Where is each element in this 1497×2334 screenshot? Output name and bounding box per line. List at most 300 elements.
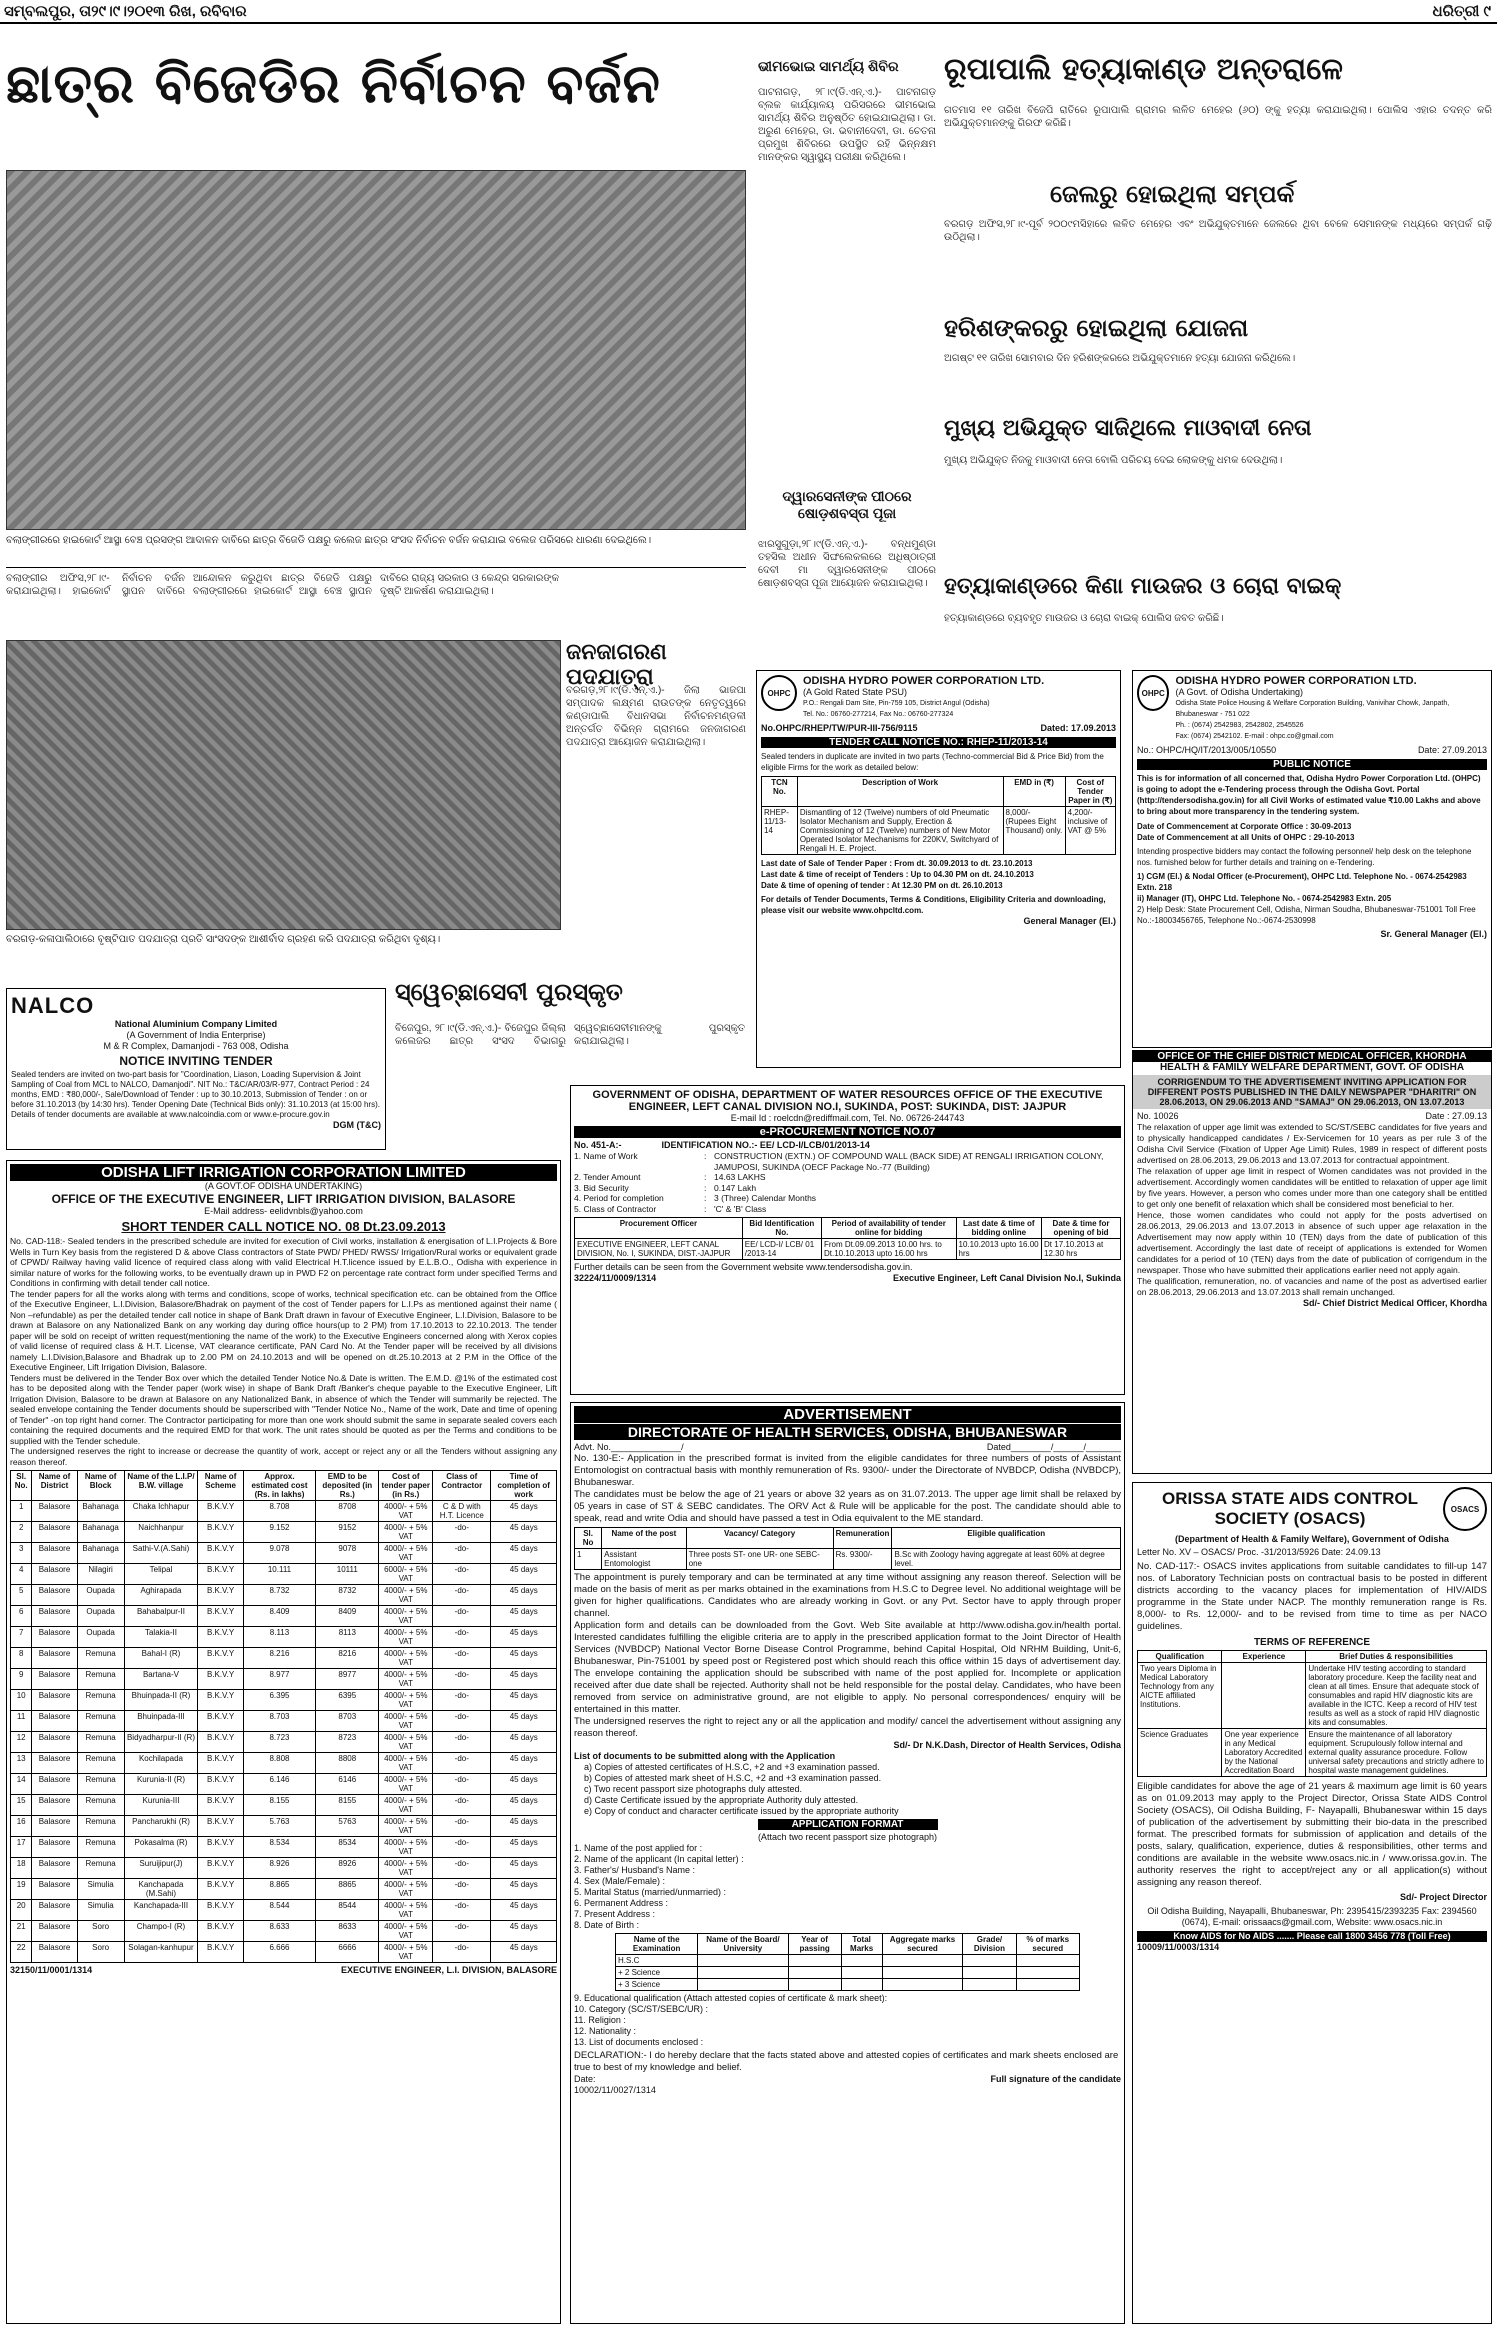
olic-ad bbox=[6, 1160, 561, 2324]
wr-item-sep: : bbox=[704, 1182, 707, 1193]
table-row bbox=[11, 1564, 557, 1585]
table-cell: 10111 bbox=[316, 1564, 379, 1585]
table-row bbox=[616, 1979, 1080, 1991]
col-header: Brief Duties & responsibilities bbox=[1306, 1651, 1487, 1663]
olic-sub: (A GOVT.OF ODISHA UNDERTAKING) bbox=[204, 1181, 363, 1191]
table-cell: B.K.V.Y bbox=[198, 1858, 243, 1879]
table-cell: B.K.V.Y bbox=[198, 1627, 243, 1648]
wr-foot: Further details can be seen from the Government website www.tendersodisha.gov.in. bbox=[574, 1262, 913, 1272]
table-cell: 8.409 bbox=[243, 1606, 315, 1627]
table-cell: 4000/- + 5% VAT bbox=[379, 1816, 433, 1837]
wr-item bbox=[574, 1204, 1121, 1215]
col-header: Total Marks bbox=[841, 1934, 882, 1955]
table-cell: 8.708 bbox=[243, 1501, 315, 1522]
bhamabhoi-headline: ଭୀମଭୋଇ ସାମର୍ଥ୍ୟ ଶିବିର bbox=[758, 58, 899, 74]
table-cell: Balasore bbox=[32, 1795, 77, 1816]
table-cell: Balasore bbox=[32, 1606, 77, 1627]
dhs-ad bbox=[570, 1402, 1125, 2324]
table-cell: Kanchapada-III bbox=[124, 1900, 198, 1921]
table-cell: Remuna bbox=[77, 1669, 124, 1690]
table-cell: 8.808 bbox=[243, 1753, 315, 1774]
col-header: Cost of Tender Paper in (₹) bbox=[1065, 777, 1115, 807]
table-row bbox=[11, 1543, 557, 1564]
wr-item-sep: : bbox=[704, 1203, 707, 1214]
janajagarana-headline: ଜନଜାଗରଣ ପଦଯାତ୍ରା bbox=[566, 640, 667, 690]
wr-code: 32224/11/0009/1314 bbox=[574, 1273, 657, 1283]
col-header: Period of availability of tender online for bidding bbox=[821, 1218, 956, 1239]
table-cell: 15 bbox=[11, 1795, 32, 1816]
wr-item bbox=[574, 1151, 1121, 1172]
table-row bbox=[11, 1921, 557, 1942]
col-header: Name of the post bbox=[602, 1528, 686, 1549]
table-cell: 45 days bbox=[491, 1900, 557, 1921]
ohpc-logo-icon: OHPC bbox=[761, 675, 797, 711]
ohpc2-title: PUBLIC NOTICE bbox=[1137, 759, 1487, 770]
table-cell: 8216 bbox=[316, 1648, 379, 1669]
table-cell: 4000/- + 5% VAT bbox=[379, 1522, 433, 1543]
wr-footline bbox=[574, 1273, 1121, 1284]
table-cell: -do- bbox=[433, 1648, 491, 1669]
table-row bbox=[616, 1955, 1080, 1967]
cdmo-dept: HEALTH & FAMILY WELFARE DEPARTMENT, GOVT. OF ODISHA bbox=[1159, 1062, 1465, 1073]
table-cell: Balasore bbox=[32, 1900, 77, 1921]
water-resources-ad bbox=[570, 1085, 1125, 1395]
table-cell: Talakia-II bbox=[124, 1627, 198, 1648]
dhs-docs-title: List of documents to be submitted along with the Application bbox=[574, 1751, 836, 1761]
table-cell: -do- bbox=[433, 1585, 491, 1606]
list-item: c) Two recent passport size photographs duly attested. bbox=[584, 1784, 802, 1794]
table-cell: 4 bbox=[11, 1564, 32, 1585]
cdmo-no: No. 10026 bbox=[1137, 1111, 1179, 1121]
table-cell: 8.723 bbox=[243, 1732, 315, 1753]
ohpc1-table bbox=[761, 776, 1116, 855]
table-cell: 9 bbox=[11, 1669, 32, 1690]
wr-email: E-mail Id : roelcdn@rediffmail.com, Tel. No. 06726-244743 bbox=[730, 1113, 965, 1123]
osacs-logo-icon: OSACS bbox=[1443, 1487, 1487, 1531]
table-cell: Pancharukhi (R) bbox=[124, 1816, 198, 1837]
table-cell: 4000/- + 5% VAT bbox=[379, 1837, 433, 1858]
wr-item-label: 3. Bid Security bbox=[574, 1182, 629, 1193]
osacs-strip: Know AIDS for No AIDS ....... Please call 1800 3456 778 (Toll Free) bbox=[1137, 1931, 1487, 1942]
osacs-table bbox=[1137, 1650, 1487, 1777]
sub3-headline: ମୁଖ୍ୟ ଅଭିଯୁକ୍ତ ସାଜିଥିଲେ ମାଓବାଦୀ ନେତା bbox=[944, 416, 1312, 441]
col-header: Description of Work bbox=[797, 777, 1003, 807]
table-cell: 6 bbox=[11, 1606, 32, 1627]
table-cell: Remuna bbox=[77, 1690, 124, 1711]
table-row bbox=[11, 1732, 557, 1753]
list-item: d) Caste Certificate issued by the appropriate Authority duly attested. bbox=[584, 1795, 859, 1805]
table-cell: Balasore bbox=[32, 1669, 77, 1690]
ohpc2-c3: 2) Help Desk: State Procurement Cell, Odisha, Nirman Soudha, Bhubaneswar-751001 Toll Free No.:-18003456765, Telephone No.:-0674-2530998 bbox=[1137, 905, 1476, 925]
col-header: Name of the Board/ University bbox=[698, 1934, 788, 1955]
table-cell: 4000/- + 5% VAT bbox=[379, 1858, 433, 1879]
osacs-foot: Eligible candidates for above the age of 21 years & maximum age limit is 60 years as on 01.09.2013 may apply to the Project Director, Orissa State AIDS Control Society (OSACS), Oil Odisha Building, F- Nayapalli, Bhubaneswar within 15 days of publication of the advertisement by submitting their bio-data in the prescribed format. The prescribed formats for submission of application and details of the posts, salary, qualification, experience, duties & responsibilities, other terms and conditions are available in the website www.osacs.nic.in / www.orissa.gov.in. The authority reserves the right to accept/reject any or all application(s) without assigning any reason thereof. bbox=[1137, 1781, 1487, 1888]
table-cell: -do- bbox=[433, 1522, 491, 1543]
table-cell: Dismantling of 12 (Twelve) numbers of old Pneumatic Isolator Mechanism and Supply, Erection & Commissioning of 12 (Twelve) numbers of New Motor Operated Isolator Mechanisms for 220KV, Switchyard of Rengali H. E. Project. bbox=[797, 807, 1003, 855]
osacs-tor: TERMS OF REFERENCE bbox=[1253, 1637, 1371, 1648]
table-cell: 16 bbox=[11, 1816, 32, 1837]
table-cell: B.K.V.Y bbox=[198, 1921, 243, 1942]
table-cell: 8 bbox=[11, 1648, 32, 1669]
olic-p2: The tender papers for all the works along with terms and conditions, scope of works, technical specification etc. can be obtained from the Office of the Executive Engineer, L.I.Division, Balasore/Bhadrak on payment of the cost of Tender papers for L.I.Ps as mentioned against their name ( Non –refundable) as per the detailed tender call notice in shape of Bank Draft drawn in favour of Executive Engineer, L.I.Division, Balasore to be drawn at Balasore on any Nationalized Bank on any working day during office hours(up to 2 PM) from 17.10.2013 to 22.10.2013. The tender paper will be sold on receipt of written request(mentioning the name of the work) to the Executive Engineers concerned along with Xerox copies of valid license of required class & H.T. License, VAT clearance certificate, PAN Card No. At the Tender paper will be received by all divisions namely L.I.Division,Balasore and Bhadrak up to 2.00 PM on 24.10.2013 and will be opened on dt.25.10.2013 at 2 P.M in the Office of the Executive Engineer, Lift Irrigation Division, Balasore. bbox=[10, 1288, 557, 1372]
table-cell: B.K.V.Y bbox=[198, 1816, 243, 1837]
table-cell: 8723 bbox=[316, 1732, 379, 1753]
table-cell: 6666 bbox=[316, 1942, 379, 1963]
table-cell: 1 bbox=[11, 1501, 32, 1522]
dharasen-headline: ଦ୍ୱାରସେନୀଙ୍କ ପୀଠରେ ଷୋଡ଼ଶବସ୍ତା ପୂଜା bbox=[782, 488, 912, 521]
col-header: Name of District bbox=[32, 1471, 77, 1501]
table-cell: 8409 bbox=[316, 1606, 379, 1627]
table-cell: Ensure the maintenance of all laboratory equipment. Scrupulously follow internal and external quality assurance procedure. Follow universal safety precautions and strictly adhere to hospital waste management guidelines. bbox=[1306, 1729, 1487, 1777]
table-cell: 8.216 bbox=[243, 1648, 315, 1669]
table-cell: B.K.V.Y bbox=[198, 1837, 243, 1858]
table-cell: 4000/- + 5% VAT bbox=[379, 1543, 433, 1564]
ohpc2-date: Date: 27.09.2013 bbox=[1417, 745, 1487, 755]
table-row bbox=[11, 1837, 557, 1858]
table-cell: Soro bbox=[77, 1921, 124, 1942]
table-cell: -do- bbox=[433, 1795, 491, 1816]
col-header: Approx. estimated cost (Rs. in lakhs) bbox=[243, 1471, 315, 1501]
dhs-p5: The undersigned reserves the right to reject any or all the application and modify/ cancel the advertisement without assigning any reason thereof. bbox=[574, 1716, 1121, 1739]
col-header: Name of the L.I.P/ B.W. village bbox=[124, 1471, 198, 1501]
col-header: EMD to be deposited (in Rs.) bbox=[316, 1471, 379, 1501]
nalco-sign: DGM (T&C) bbox=[333, 1120, 381, 1130]
table-cell: B.K.V.Y bbox=[198, 1522, 243, 1543]
ohpc2-body: This is for information of all concerned that, Odisha Hydro Power Corporation Ltd. (OHPC) is going to adopt the e-Tendering process through the Odisha Govt. Portal (http://tendersodisha.gov.in) for all Civil Works of estimated value ₹10.00 Lakhs and above to bring about more transparency in the tendering system. bbox=[1137, 774, 1481, 816]
table-cell: 45 days bbox=[491, 1858, 557, 1879]
cdmo-p2: The relaxation of upper age limit in respect of Women candidates was not provided in the advertisement. Accordingly women candidates will be entitled to relaxation of upper age limit by five years. However, a person who comes under more than one category shall be entitled to get only one benefit of relaxation which shall be considered most beneficial to her. bbox=[1137, 1166, 1487, 1209]
table-cell: Bahanaga bbox=[77, 1522, 124, 1543]
table-cell: 45 days bbox=[491, 1921, 557, 1942]
table-cell: 8.113 bbox=[243, 1627, 315, 1648]
table-cell: Balasore bbox=[32, 1543, 77, 1564]
table-cell: Bartana-V bbox=[124, 1669, 198, 1690]
col-header: Aggregate marks secured bbox=[882, 1934, 963, 1955]
ohpc1-ref: No.OHPC/RHEP/TW/PUR-III-756/9115 bbox=[761, 723, 918, 733]
olic-p3: Tenders must be delivered in the Tender Box over which the detailed Tender Notice No.& Date is written. The E.M.D. @1% of the estimated cost has to be deposited along with the Tender paper (work wise) in shape of Bank Draft /Banker's cheque payable to the Executive Engineer, Lift Irrigation Division, Balasore to be drawn at Balasore on any Nationalized Bank, in absence of which the Tender will summarily be rejected. The sealed envelope containing the Tender documents should be superscribed with "Tender Notice No., Name of the work, Date and time of opening of Tender" -on top right hand corner. The Contractor participating for more than one work should submit the same in separate sealed covers each containing the required documents and the required EMD for that work. The unit rates should be quoted as per the Terms and conditions to be supplied with the Tender schedule. bbox=[10, 1372, 557, 1446]
table-cell: 45 days bbox=[491, 1837, 557, 1858]
form-field: 12. Nationality : bbox=[574, 2026, 637, 2036]
ohpc1-dated: Dated: 17.09.2013 bbox=[1040, 723, 1116, 733]
table-cell: Balasore bbox=[32, 1774, 77, 1795]
wr-item-value: CONSTRUCTION (EXTN.) OF COMPOUND WALL (BACK SIDE) AT RENGALI IRRIGATION COLONY, JAMUPOSI, SUKINDA (OECF Package No.-77 (Building) bbox=[714, 1151, 1104, 1172]
dhs-fields2 bbox=[574, 1993, 1121, 2048]
table-cell: 45 days bbox=[491, 1690, 557, 1711]
ohpc2-fax: Fax: (0674) 2542102. E-mail : ohpc.co@gmail.com bbox=[1175, 733, 1334, 740]
dhs-ad-label: ADVERTISEMENT bbox=[574, 1406, 1121, 1423]
ohpc-tender-ad bbox=[756, 670, 1121, 1068]
table-cell: Balasore bbox=[32, 1879, 77, 1900]
table-cell: 11 bbox=[11, 1711, 32, 1732]
table-cell: 22 bbox=[11, 1942, 32, 1963]
table-cell bbox=[882, 1979, 963, 1991]
table-cell: C & D with H.T. Licence bbox=[433, 1501, 491, 1522]
table-cell: Balasore bbox=[32, 1711, 77, 1732]
table-cell: EXECUTIVE ENGINEER, LEFT CANAL DIVISION, No. I, SUKINDA, DIST.-JAJPUR bbox=[575, 1239, 743, 1260]
form-field: 5. Marital Status (married/unmarried) : bbox=[574, 1887, 727, 1897]
table-cell: Balasore bbox=[32, 1690, 77, 1711]
table-cell: Bahanaga bbox=[77, 1501, 124, 1522]
form-field: 7. Present Address : bbox=[574, 1909, 656, 1919]
table-cell: 4000/- + 5% VAT bbox=[379, 1795, 433, 1816]
dhs-full-sig: Full signature of the candidate bbox=[990, 2074, 1121, 2084]
dhs-advt: Advt. No.______________/ bbox=[574, 1442, 684, 1452]
table-cell: Balasore bbox=[32, 1648, 77, 1669]
table-cell: 12 bbox=[11, 1732, 32, 1753]
table-cell: Soro bbox=[77, 1942, 124, 1963]
dhs-dated: Dated________/______/_______ bbox=[986, 1442, 1121, 1452]
table-cell: Aghirapada bbox=[124, 1585, 198, 1606]
col-header: Time of completion of work bbox=[491, 1471, 557, 1501]
wr-item-label: 2. Tender Amount bbox=[574, 1172, 641, 1182]
table-row bbox=[11, 1585, 557, 1606]
col-header: Class of Contractor bbox=[433, 1471, 491, 1501]
table-row bbox=[11, 1606, 557, 1627]
ohpc1-refline bbox=[761, 723, 1116, 734]
dhs-advtline bbox=[574, 1442, 1121, 1453]
table-cell: B.K.V.Y bbox=[198, 1879, 243, 1900]
table-cell: Balasore bbox=[32, 1732, 77, 1753]
table-cell: H.S.C bbox=[616, 1955, 698, 1967]
table-cell: Bidyadharpur-II (R) bbox=[124, 1732, 198, 1753]
wr-title: GOVERNMENT OF ODISHA, DEPARTMENT OF WATER RESOURCES OFFICE OF THE EXECUTIVE ENGINEER, LEFT CANAL DIVISION NO.I, SUKINDA, POST: SUKINDA, DIST: JAJPUR bbox=[592, 1089, 1103, 1113]
table-row bbox=[11, 1669, 557, 1690]
table-cell: B.K.V.Y bbox=[198, 1690, 243, 1711]
table-cell: Remuna bbox=[77, 1711, 124, 1732]
table-cell: RHEP-11/13-14 bbox=[762, 807, 798, 855]
wr-bid: No. 451-A:- bbox=[574, 1140, 622, 1150]
form-field: 11. Religion : bbox=[574, 2015, 626, 2025]
table-cell bbox=[1016, 1967, 1079, 1979]
table-cell: 8.732 bbox=[243, 1585, 315, 1606]
ohpc-logo-icon: OHPC bbox=[1137, 675, 1169, 711]
table-cell: -do- bbox=[433, 1858, 491, 1879]
table-cell bbox=[698, 1967, 788, 1979]
form-field: 2. Name of the applicant (In capital letter) : bbox=[574, 1854, 744, 1864]
table-cell: -do- bbox=[433, 1732, 491, 1753]
cdmo-p1: The relaxation of upper age limit was extended to SC/ST/SEBC candidates for five years and to physically handicapped candidates / Ex-Servicemen for 10 years as per rule 3 of the Odisha Civil Service (Fixation of Upper Age Limit) Rules, 1989 in respect of different posts advertised on 28.06.2013, 29.06.2013 and 13.07.2013 for contractual appointment. bbox=[1137, 1122, 1487, 1165]
col-header: Name of Scheme bbox=[198, 1471, 243, 1501]
story1-body: ବଲାଙ୍ଗୀର ଅଫିସ,୨୮।୯- ନିର୍ବାଚନ ବର୍ଜନ କରାଯାଇଥିଲା। ହାଇକୋର୍ଟ ସ୍ଥାପନ ଦାବିରେ ଆନ୍ଦୋଳନ କରୁଥିବା ଛାତ୍ର ବିଜେଡି ପକ୍ଷରୁ ବଲାଙ୍ଗୀରରେ ହାଇକୋର୍ଟ ଆସ୍ଥା ବେଞ୍ଚ ସ୍ଥାପନ ଦାବିରେ ରାଜ୍ୟ ସରକାର ଓ କେନ୍ଦ୍ର ସରକାରଙ୍କ ଦୃଷ୍ଟି ଆକର୍ଷଣ କରାଯାଇଥିଲା। bbox=[6, 573, 559, 597]
ohpc2-c1: 1) CGM (El.) & Nodal Officer (e-Procurement), OHPC Ltd. Telephone No. - 0674-2542983 Extn. 218 bbox=[1137, 872, 1467, 892]
table-cell: 13 bbox=[11, 1753, 32, 1774]
table-cell: Kurunia-III bbox=[124, 1795, 198, 1816]
cdmo-date: Date : 27.09.13 bbox=[1425, 1111, 1487, 1121]
dhs-docs bbox=[574, 1762, 1121, 1817]
table-cell bbox=[882, 1955, 963, 1967]
dhs-form-title: APPLICATION FORMAT bbox=[758, 1819, 938, 1830]
col-header: Qualification bbox=[1138, 1651, 1222, 1663]
table-cell: 4000/- + 5% VAT bbox=[379, 1627, 433, 1648]
ohpc1-date2: Last date & time of receipt of Tenders : Up to 04.30 PM on dt. 24.10.2013 bbox=[761, 870, 1034, 879]
sub1-body: ବରଗଡ଼ ଅଫିସ,୨୮।୯-ପୂର୍ବ ୨୦୦୯ମସିହାରେ ଲଳିତ ମେହେର ଏବଂ ଅଭିଯୁକ୍ତମାନେ ଜେଲରେ ଥିବା ବେଳେ ସେମାନଙ୍କ ମଧ୍ୟରେ ସମ୍ପର୍କ ଗଢ଼ି ଉଠିଥିଲା। bbox=[944, 219, 1492, 243]
ohpc1-date1: Last date of Sale of Tender Paper : From dt. 30.09.2013 to dt. 23.10.2013 bbox=[761, 859, 1033, 868]
table-cell: 45 days bbox=[491, 1648, 557, 1669]
table-cell: -do- bbox=[433, 1837, 491, 1858]
table-cell: 4000/- + 5% VAT bbox=[379, 1711, 433, 1732]
janajagarana-body: ବରଗଡ଼,୨୮।୯(ଡି.ଏନ୍.ଏ.)- ଜିଲା ଭାଜପା ସମ୍ପାଦକ ଲକ୍ଷ୍ମଣ ରାଉତଙ୍କ ନେତୃତ୍ୱରେ କଣ୍ଡାପାଲି ବିଧାନସଭା ନିର୍ବାଚନମଣ୍ଡଳୀ ଅନ୍ତର୍ଗତ ବିଭିନ୍ନ ଗ୍ରାମରେ ଜନଜାଗରଣ ପଦଯାତ୍ରା ଆୟୋଜନ କରାଯାଇଥିଲା। bbox=[566, 685, 746, 748]
rupapali-body: ଗତମାସ ୧୧ ତାରିଖ ବିଜେପି ରାତିରେ ରୂପାପାଲି ଗ୍ରାମର ଲଳିତ ମେହେର (୬୦) ଙ୍କୁ ହତ୍ୟା କରାଯାଇଥିଲା। ପୋଲିସ ଏହାର ତଦନ୍ତ କରି ଅଭିଯୁକ୍ତମାନଙ୍କୁ ଗିରଫ କରିଛି। bbox=[944, 105, 1492, 129]
table-cell: Bhuinpada-III bbox=[124, 1711, 198, 1732]
table-cell: Balasore bbox=[32, 1816, 77, 1837]
osacs-head bbox=[1137, 1487, 1487, 1531]
table-cell bbox=[841, 1955, 882, 1967]
nalco-brand: NALCO bbox=[11, 993, 95, 1018]
table-cell: 9078 bbox=[316, 1543, 379, 1564]
dhs-table bbox=[574, 1527, 1121, 1570]
olic-p1: No. CAD-118:- Sealed tenders in the prescribed schedule are invited for execution of Civil works, installation & energisation of L.I.Projects & Bore Wells in Turn Key basis from the registered D & above Class contractors of State PWD/ PHED/ RWSS/ Irrigation/Rural works or equivalent grade of CPWD/ Railway having valid licence of required class along with valid Electrical H.T.licence issued by E.L.B.O., Odisha with experience in similar nature of works for the following works, to be eventually drawn up in PWD F2 on percentage rate contract form under specified Terms and Conditions in confirming with detail tender call notice. bbox=[10, 1236, 557, 1288]
ohpc2-refline bbox=[1137, 745, 1487, 756]
ohpc2-d1: Date of Commencement at Corporate Office : 30-09-2013 bbox=[1137, 822, 1352, 831]
olic-sign: EXECUTIVE ENGINEER, L.I. DIVISION, BALASORE bbox=[340, 1965, 557, 1975]
photo1-caption: ବଲାଙ୍ଗୀରରେ ହାଇକୋର୍ଟ ଆସ୍ଥା ବେଞ୍ଚ ପ୍ରସଙ୍ଗ ଆଦାଳନ ଦାବିରେ ଛାତ୍ର ବିଜେଡି ପକ୍ଷରୁ କଲେଜ ଛାତ୍ର ସଂସଦ ନିର୍ବାଚନ ବର୍ଜନ କରାଯାଇ ବଲେଜ ପରିସରେ ଧାରଣା ଦେଇଥିଲେ। bbox=[6, 535, 652, 546]
ohpc1-date3: Date & time of opening of tender : At 12.30 PM on dt. 26.10.2013 bbox=[761, 881, 1003, 890]
table-cell: 8,000/- (Rupees Eight Thousand) only. bbox=[1003, 807, 1065, 855]
table-cell: Balasore bbox=[32, 1837, 77, 1858]
sub2-body: ଅଗଷ୍ଟ ୧୧ ତାରିଖ ସୋମବାର ଦିନ ହରିଶଙ୍କରରେ ଅଭିଯୁକ୍ତମାନେ ହତ୍ୟା ଯୋଜନା କରିଥିଲେ। bbox=[944, 353, 1296, 364]
table-cell: 9152 bbox=[316, 1522, 379, 1543]
cdmo-corrigendum bbox=[1132, 1050, 1492, 1474]
table-cell: -do- bbox=[433, 1879, 491, 1900]
table-cell: 45 days bbox=[491, 1732, 557, 1753]
osacs-ad bbox=[1132, 1482, 1492, 2324]
table-row bbox=[11, 1900, 557, 1921]
dateline: ସମ୍ବଲପୁର, ତା୨୯।୯।୨୦୧୩ ରିଖ, ରବିବାର bbox=[4, 3, 247, 20]
table-row bbox=[616, 1967, 1080, 1979]
table-cell: Remuna bbox=[77, 1774, 124, 1795]
table-cell: 45 days bbox=[491, 1879, 557, 1900]
table-cell: 4000/- + 5% VAT bbox=[379, 1648, 433, 1669]
ohpc2-head bbox=[1137, 675, 1487, 742]
col-header: Procurement Officer bbox=[575, 1218, 743, 1239]
table-cell bbox=[882, 1967, 963, 1979]
table-cell: B.Sc with Zoology having aggregate at least 60% at degree level. bbox=[892, 1549, 1121, 1570]
table-cell bbox=[963, 1979, 1016, 1991]
table-cell: Remuna bbox=[77, 1858, 124, 1879]
form-field: 3. Father's/ Husband's Name : bbox=[574, 1865, 695, 1875]
wr-notice: e-PROCUREMENT NOTICE NO.07 bbox=[574, 1126, 1121, 1138]
table-cell: Balasore bbox=[32, 1522, 77, 1543]
wr-sign: Executive Engineer, Left Canal Division No.I, Sukinda bbox=[892, 1273, 1121, 1283]
table-cell: 45 days bbox=[491, 1669, 557, 1690]
form-field: 13. List of documents enclosed : bbox=[574, 2037, 704, 2047]
table-cell: 8155 bbox=[316, 1795, 379, 1816]
wr-item-sep: : bbox=[704, 1193, 707, 1203]
table-cell: 18 bbox=[11, 1858, 32, 1879]
table-cell: Champo-I (R) bbox=[124, 1921, 198, 1942]
table-cell: 45 days bbox=[491, 1501, 557, 1522]
olic-p4: The undersigned reserves the right to increase or decrease the quantity of work, accept or reject any or all the Tenders without assigning any reason thereof. bbox=[10, 1446, 557, 1467]
table-cell: 45 days bbox=[491, 1795, 557, 1816]
table-cell bbox=[788, 1955, 841, 1967]
table-cell: B.K.V.Y bbox=[198, 1732, 243, 1753]
table-cell bbox=[841, 1979, 882, 1991]
nalco-sub: (A Government of India Enterprise) bbox=[126, 1030, 266, 1040]
list-item: b) Copies of attested mark sheet of H.S.C, +2 and +3 examination passed. bbox=[584, 1773, 882, 1783]
table-row bbox=[11, 1648, 557, 1669]
col-header: Date & time for opening of bid bbox=[1042, 1218, 1121, 1239]
olic-name: ODISHA LIFT IRRIGATION CORPORATION LIMITED bbox=[10, 1164, 557, 1181]
osacs-sign: Sd/- Project Director bbox=[1399, 1892, 1487, 1902]
ohpc2-d3: Intending prospective bidders may contact the following personnel/ help desk on the telephone nos. furnished below for further details and training on e-Tendering. bbox=[1137, 847, 1472, 867]
form-field: 1. Name of the post applied for : bbox=[574, 1843, 703, 1853]
cdmo-sign: Sd/- Chief District Medical Officer, Khordha bbox=[1302, 1298, 1487, 1308]
table-cell: B.K.V.Y bbox=[198, 1501, 243, 1522]
table-cell: Nilagiri bbox=[77, 1564, 124, 1585]
table-row bbox=[11, 1711, 557, 1732]
col-header: Last date & time of bidding online bbox=[956, 1218, 1041, 1239]
table-cell: B.K.V.Y bbox=[198, 1774, 243, 1795]
ohpc1-intro: Sealed tenders in duplicate are invited in two parts (Techno-commercial Bid & Price Bid) from the eligible Firms for the work as detailed below: bbox=[761, 752, 1104, 772]
col-header: Remuneration bbox=[833, 1528, 892, 1549]
wr-item-label: 4. Period for completion bbox=[574, 1193, 664, 1203]
ohpc2-c2: ii) Manager (IT), OHPC Ltd. Telephone No. - 0674-2542983 Extn. 205 bbox=[1137, 894, 1392, 903]
ohpc1-foot: For details of Tender Documents, Terms & Conditions, Eligibility Criteria and downloading, please visit our website www.ohpcltd.com. bbox=[761, 895, 1106, 915]
form-field: 10. Category (SC/ST/SEBC/UR) : bbox=[574, 2004, 709, 2014]
wr-item-sep: : bbox=[704, 1172, 707, 1182]
table-cell: 4000/- + 5% VAT bbox=[379, 1669, 433, 1690]
table-cell: 20 bbox=[11, 1900, 32, 1921]
table-cell: 8.977 bbox=[243, 1669, 315, 1690]
ohpc1-name: ODISHA HYDRO POWER CORPORATION LTD. bbox=[803, 675, 1045, 687]
table-cell: Three posts ST- one UR- one SEBC- one bbox=[686, 1549, 833, 1570]
ohpc2-ref: No.: OHPC/HQ/IT/2013/005/10550 bbox=[1137, 745, 1277, 755]
wr-item bbox=[574, 1193, 1121, 1204]
table-cell: -do- bbox=[433, 1816, 491, 1837]
dhs-p1: No. 130-E:- Application in the prescribed format is invited from the eligible candidates for three numbers of posts of Assistant Entomologist on contractual basis with monthly remuneration of Rs. 9300/- under the Directorate of NVBDCP, Odisha (NVBDCP), Bhubaneswar. bbox=[574, 1453, 1121, 1488]
table-cell: 4000/- + 5% VAT bbox=[379, 1606, 433, 1627]
olic-table bbox=[10, 1470, 557, 1963]
osacs-body: No. CAD-117:- OSACS invites applications from suitable candidates to fill-up 147 nos. of Laboratory Technician posts on contractual basis to be posted in different districts according to the vacancy places for implementation of HIV/AIDS programme in the State under NACP. The monthly remuneration range is Rs. 8,000/- to Rs. 12,000/- and to be revised from time to time as per NACO guidelines. bbox=[1137, 1561, 1487, 1632]
table-cell: 10.111 bbox=[243, 1564, 315, 1585]
cdmo-p4: The qualification, remuneration, no. of vacancies and name of the post as advertised earlier on 28.06.2013, 29.06.2013 and 13.07.2013 shall remain unchanged. bbox=[1137, 1276, 1487, 1297]
form-field: 4. Sex (Male/Female) : bbox=[574, 1876, 666, 1886]
table-cell: 45 days bbox=[491, 1627, 557, 1648]
table-cell: -do- bbox=[433, 1606, 491, 1627]
table-cell bbox=[698, 1955, 788, 1967]
wr-item-label: 5. Class of Contractor bbox=[574, 1203, 657, 1214]
table-cell: 1 bbox=[575, 1549, 602, 1570]
table-cell: Kochilapada bbox=[124, 1753, 198, 1774]
table-cell: Chaka Ichhapur bbox=[124, 1501, 198, 1522]
bhamabhoi-body: ପାଟନାଗଡ଼, ୨୮।୯(ଡି.ଏନ୍.ଏ.)- ପାଟନାଗଡ଼ ବ୍ଲକ କାର୍ଯ୍ୟାଳୟ ପରିସରରେ ଭୀମଭୋଇ ସାମର୍ଥ୍ୟ ଶିବିର ଅନୁଷ୍ଠିତ ହୋଇଯାଇଥିଲା। ଡା. ଅରୁଣ ମେହେର, ଡା. ଭବାନୀଦେବୀ, ଡା. ଚେତନା ପ୍ରମୁଖ ଶିବିରରେ ଉପସ୍ଥିତ ରହି ଭିନ୍ନକ୍ଷମ ମାନଙ୍କର ସ୍ୱାସ୍ଥ୍ୟ ପରୀକ୍ଷା କରିଥିଲେ। bbox=[758, 87, 936, 163]
sub4-headline: ହତ୍ୟାକାଣ୍ଡରେ କିଣା ମାଉଜର ଓ ଚୋରା ବାଇକ୍ bbox=[944, 574, 1342, 599]
table-row bbox=[11, 1501, 557, 1522]
table-cell: One year experience in any Medical Laboratory Accredited by the National Accreditation Board bbox=[1222, 1729, 1306, 1777]
swechha-body: ବିଜେପୁର, ୨୮।୯(ଡି.ଏନ୍.ଏ.)- ବିଜେପୁର ଜିଲ୍ଲା କଲେଜର ଛାତ୍ର ସଂସଦ ବିଭାଗରୁ ସ୍ୱେଚ୍ଛାସେବୀମାନଙ୍କୁ ପୁରସ୍କୃତ କରାଯାଇଥିଲା। bbox=[395, 1023, 745, 1047]
table-cell: 8113 bbox=[316, 1627, 379, 1648]
table-cell: 8.633 bbox=[243, 1921, 315, 1942]
table-cell: B.K.V.Y bbox=[198, 1543, 243, 1564]
table-cell: 4000/- + 5% VAT bbox=[379, 1879, 433, 1900]
table-row bbox=[11, 1690, 557, 1711]
table-cell: Rs. 9300/- bbox=[833, 1549, 892, 1570]
table-cell: 4000/- + 5% VAT bbox=[379, 1753, 433, 1774]
dhs-form-sub: (Attach two recent passport size photograph) bbox=[757, 1832, 938, 1842]
table-cell: -do- bbox=[433, 1921, 491, 1942]
table-cell: 6.146 bbox=[243, 1774, 315, 1795]
dhs-sigline bbox=[574, 2074, 1121, 2085]
form-field: 6. Permanent Address : bbox=[574, 1898, 669, 1908]
table-cell: -do- bbox=[433, 1690, 491, 1711]
ohpc2-sign: Sr. General Manager (El.) bbox=[1380, 929, 1487, 939]
osacs-letter: Letter No. XV – OSACS/ Proc. -31/2013/5926 Date: 24.09.13 bbox=[1137, 1547, 1381, 1557]
wr-item-sep: : bbox=[704, 1151, 707, 1161]
table-cell: 5763 bbox=[316, 1816, 379, 1837]
olic-code: 32150/11/0001/1314 bbox=[10, 1965, 93, 1975]
table-cell: 6395 bbox=[316, 1690, 379, 1711]
ohpc1-sign: General Manager (El.) bbox=[1023, 916, 1116, 926]
